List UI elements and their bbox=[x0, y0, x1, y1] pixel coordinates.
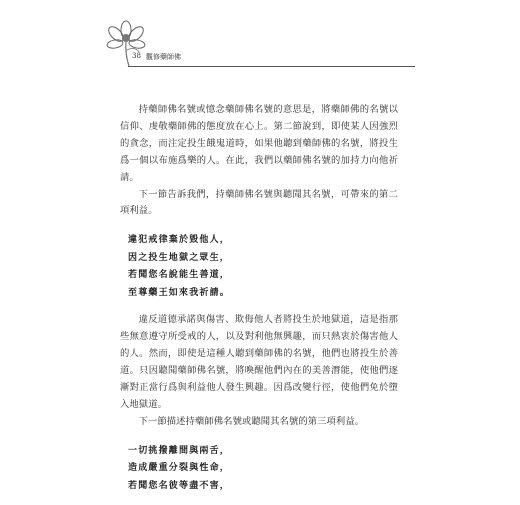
verse-line: 違犯戒律棄於毀他人， bbox=[128, 235, 231, 246]
verse-line: 至尊藥王如來我祈請。 bbox=[128, 287, 231, 298]
paragraph: 下一節描述持藥師佛名號或聽聞其名號的第三項利益。 bbox=[138, 415, 365, 427]
verse-line: 造成嚴重分裂與性命， bbox=[128, 463, 231, 474]
page-body bbox=[120, 102, 398, 505]
header-rule bbox=[128, 66, 415, 67]
page-number: 38 bbox=[132, 52, 141, 60]
paragraph: 持藥師佛名號或憶念藥師佛名號的意思是，將藥師佛的名號以信仰、虔敬藥師佛的態度放在心上。第二節說到，即使某人因強烈的貪念，而注定投生餓鬼道時，如果他聽到藥師佛的名號，將投生爲一個以布施爲樂的人。在此，我們以藥師佛名號的加持力向他祈請。 bbox=[120, 104, 398, 183]
verse-line: 若聞您名說能生善道， bbox=[128, 270, 231, 281]
page-header bbox=[0, 0, 520, 78]
paragraph: 下一節告訴我們，持藥師佛名號與聽聞其名號，可帶來的第二項利益。 bbox=[120, 188, 398, 217]
verse-block bbox=[128, 232, 398, 302]
verse-block bbox=[128, 443, 398, 496]
verse-line: 一切挑撥離間與兩舌， bbox=[128, 445, 231, 456]
verse-line: 因之投生地獄之眾生， bbox=[128, 252, 231, 263]
running-title: 觀修藥師佛 bbox=[146, 53, 181, 61]
paragraph: 違反道德承諾與傷害、欺侮他人者將投生於地獄道，這是指那些無意遵守所受戒的人，以及對利他無興趣，而只熱衷於傷害他人的人。然而，即使是這種人聽到藥師佛的名號，他們也將投生於善道。只因聽聞藥師佛名號，將喚醒他們內在的美善潛能，使他們逐漸對正當行爲與利益他人發生興趣。因爲改變行徑，使他們免於墮入地獄道。 bbox=[120, 314, 398, 410]
lotus-flower-icon bbox=[103, 16, 149, 66]
verse-line: 若聞您名彼等盡不害， bbox=[128, 480, 231, 491]
